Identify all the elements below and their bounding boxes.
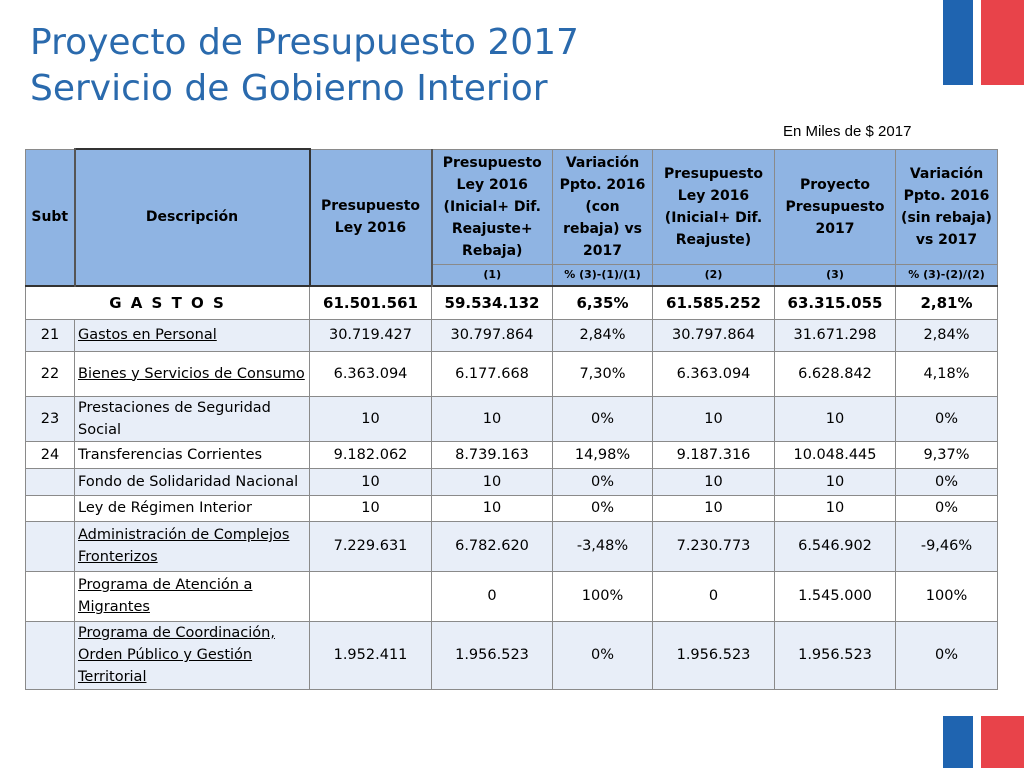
cell-variacion-1: 2,84%: [553, 319, 653, 351]
cell-ley2016: 61.501.561: [310, 286, 432, 320]
cell-ley2016-rebaja: 59.534.132: [432, 286, 553, 320]
table-row: [26, 521, 998, 571]
header-proyecto-2017: Proyecto Presupuesto 2017: [775, 149, 896, 264]
header-ley2016: Presupuesto Ley 2016: [310, 149, 432, 286]
header-ley2016-inicial-rebaja: Presupuesto Ley 2016 (Inicial+ Dif. Reajuste+ Rebaja): [432, 149, 553, 264]
cell-ley2016: 9.182.062: [310, 441, 432, 468]
cell-ley2016-rebaja: 6.782.620: [432, 521, 553, 571]
header-descripcion: Descripción: [75, 149, 310, 286]
cell-proyecto: 10: [775, 495, 896, 521]
cell-subt: [26, 495, 75, 521]
cell-variacion-2: -9,46%: [896, 521, 998, 571]
subheader-2: % (3)-(1)/(1): [553, 264, 653, 286]
cell-variacion-1: 0%: [553, 495, 653, 521]
cell-ley2016: [310, 571, 432, 621]
cell-ley2016-rebaja: 6.177.668: [432, 351, 553, 396]
cell-ley2016-reajuste: 10: [653, 468, 775, 495]
header-variacion-sin-rebaja: Variación Ppto. 2016 (sin rebaja) vs 2017: [896, 149, 998, 264]
cell-variacion-2: 4,18%: [896, 351, 998, 396]
cell-variacion-2: 0%: [896, 396, 998, 441]
cell-subt: [26, 468, 75, 495]
cell-ley2016-rebaja: 10: [432, 396, 553, 441]
cell-ley2016-reajuste: 10: [653, 396, 775, 441]
table-row: [26, 351, 998, 396]
cell-subt: [26, 571, 75, 621]
cell-variacion-2: 2,81%: [896, 286, 998, 320]
table-row: [26, 319, 998, 351]
cell-proyecto: 6.628.842: [775, 351, 896, 396]
cell-ley2016-reajuste: 0: [653, 571, 775, 621]
cell-descripcion: Ley de Régimen Interior: [75, 495, 310, 521]
header-variacion-con-rebaja: Variación Ppto. 2016 (con rebaja) vs 2017: [553, 149, 653, 264]
cell-ley2016: 7.229.631: [310, 521, 432, 571]
cell-ley2016: 10: [310, 468, 432, 495]
cell-variacion-2: 0%: [896, 621, 998, 689]
subheader-4: (3): [775, 264, 896, 286]
cell-proyecto: 63.315.055: [775, 286, 896, 320]
cell-ley2016-reajuste: 30.797.864: [653, 319, 775, 351]
cell-proyecto: 31.671.298: [775, 319, 896, 351]
table-row: [26, 621, 998, 689]
cell-variacion-1: 100%: [553, 571, 653, 621]
cell-variacion-1: -3,48%: [553, 521, 653, 571]
table-row: [26, 495, 998, 521]
cell-proyecto: 10: [775, 468, 896, 495]
cell-variacion-2: 0%: [896, 468, 998, 495]
gastos-label: G A S T O S: [26, 286, 310, 320]
title-line-2: Servicio de Gobierno Interior: [30, 68, 548, 109]
flag-decoration-top: [943, 0, 1024, 85]
header-subt: Subt: [26, 149, 75, 286]
cell-subt: [26, 521, 75, 571]
gastos-total-row: [26, 286, 998, 320]
cell-ley2016-rebaja: 30.797.864: [432, 319, 553, 351]
cell-ley2016-rebaja: 10: [432, 495, 553, 521]
cell-subt: 24: [26, 441, 75, 468]
cell-variacion-1: 7,30%: [553, 351, 653, 396]
cell-descripcion: Bienes y Servicios de Consumo: [75, 351, 310, 396]
table-row: [26, 441, 998, 468]
cell-descripcion: Transferencias Corrientes: [75, 441, 310, 468]
cell-proyecto: 10: [775, 396, 896, 441]
cell-variacion-1: 0%: [553, 621, 653, 689]
cell-variacion-2: 0%: [896, 495, 998, 521]
cell-variacion-1: 0%: [553, 396, 653, 441]
cell-ley2016: 10: [310, 396, 432, 441]
cell-ley2016-reajuste: 10: [653, 495, 775, 521]
cell-ley2016: 1.952.411: [310, 621, 432, 689]
cell-ley2016-rebaja: 0: [432, 571, 553, 621]
title-line-1: Proyecto de Presupuesto 2017: [30, 22, 579, 63]
table-row: [26, 468, 998, 495]
cell-ley2016-rebaja: 1.956.523: [432, 621, 553, 689]
units-note: En Miles de $ 2017: [783, 123, 912, 140]
table-row: [26, 571, 998, 621]
cell-subt: [26, 621, 75, 689]
flag-decoration-bottom: [943, 716, 1024, 768]
budget-table: [25, 148, 998, 690]
table-row: [26, 396, 998, 441]
cell-proyecto: 1.545.000: [775, 571, 896, 621]
cell-variacion-2: 9,37%: [896, 441, 998, 468]
cell-variacion-2: 100%: [896, 571, 998, 621]
cell-variacion-1: 6,35%: [553, 286, 653, 320]
cell-ley2016-reajuste: 1.956.523: [653, 621, 775, 689]
cell-descripcion: Gastos en Personal: [75, 319, 310, 351]
cell-ley2016-reajuste: 6.363.094: [653, 351, 775, 396]
cell-descripcion: Prestaciones de Seguridad Social: [75, 396, 310, 441]
cell-variacion-1: 14,98%: [553, 441, 653, 468]
cell-subt: 21: [26, 319, 75, 351]
cell-ley2016-reajuste: 9.187.316: [653, 441, 775, 468]
cell-descripcion: Programa de Coordinación, Orden Público y Gestión Territorial: [75, 621, 310, 689]
cell-ley2016: 6.363.094: [310, 351, 432, 396]
subheader-5: % (3)-(2)/(2): [896, 264, 998, 286]
cell-ley2016: 30.719.427: [310, 319, 432, 351]
cell-variacion-2: 2,84%: [896, 319, 998, 351]
cell-subt: 22: [26, 351, 75, 396]
cell-ley2016-rebaja: 10: [432, 468, 553, 495]
cell-proyecto: 1.956.523: [775, 621, 896, 689]
cell-proyecto: 6.546.902: [775, 521, 896, 571]
cell-subt: 23: [26, 396, 75, 441]
cell-ley2016: 10: [310, 495, 432, 521]
cell-descripcion: Programa de Atención a Migrantes: [75, 571, 310, 621]
cell-proyecto: 10.048.445: [775, 441, 896, 468]
subheader-3: (2): [653, 264, 775, 286]
cell-variacion-1: 0%: [553, 468, 653, 495]
cell-ley2016-rebaja: 8.739.163: [432, 441, 553, 468]
cell-ley2016-reajuste: 7.230.773: [653, 521, 775, 571]
cell-descripcion: Administración de Complejos Fronterizos: [75, 521, 310, 571]
header-ley2016-inicial-reajuste: Presupuesto Ley 2016 (Inicial+ Dif. Reajuste): [653, 149, 775, 264]
cell-ley2016-reajuste: 61.585.252: [653, 286, 775, 320]
page-title: [30, 20, 579, 112]
subheader-1: (1): [432, 264, 553, 286]
cell-descripcion: Fondo de Solidaridad Nacional: [75, 468, 310, 495]
